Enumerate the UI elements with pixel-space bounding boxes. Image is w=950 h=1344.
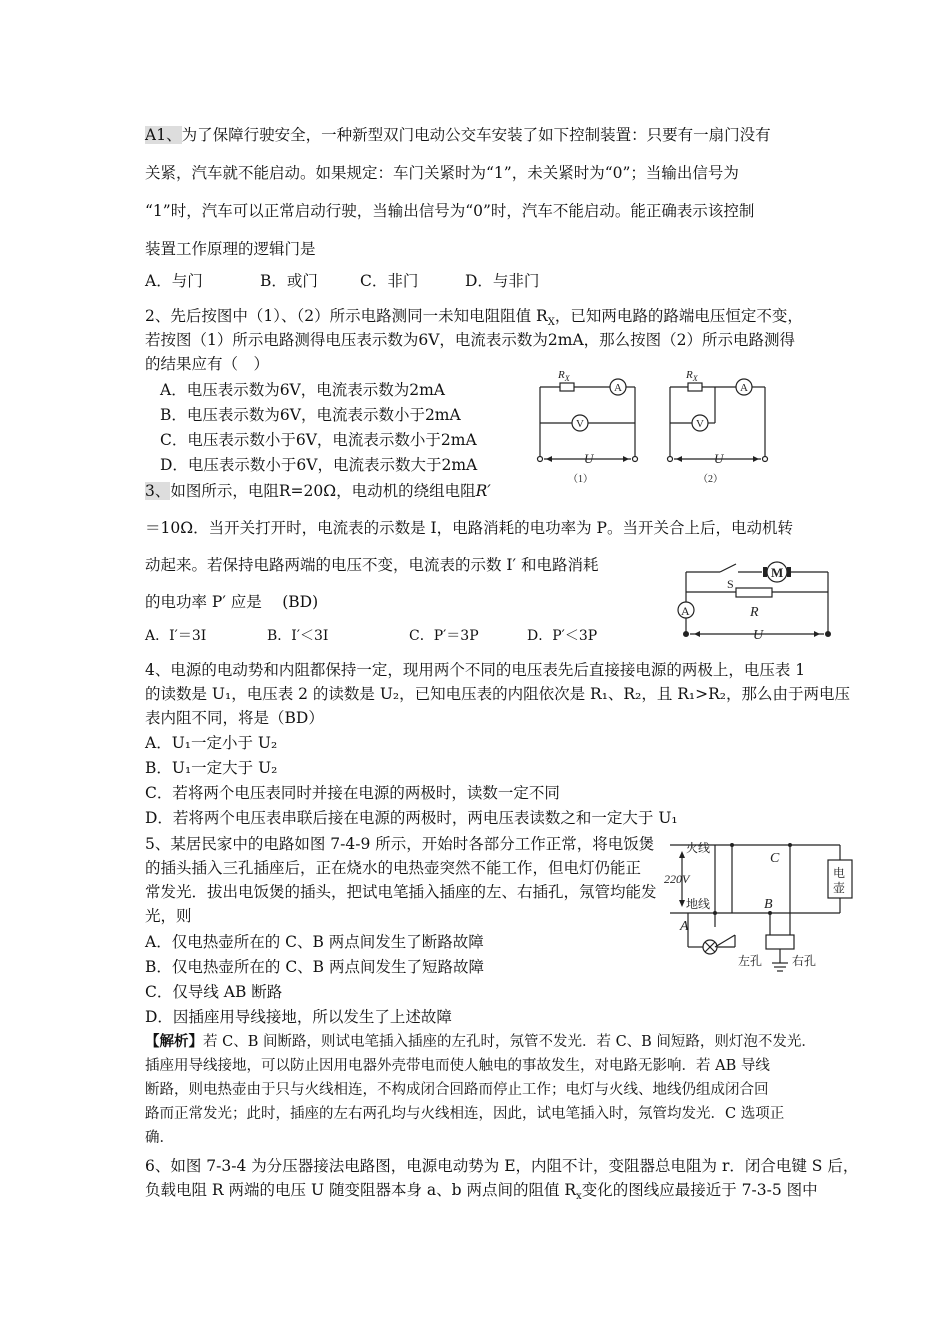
q3-number: 3、 [145,482,171,500]
q2-line-2: 若按图（1）所示电路测得电压表示数为6V，电流表示数为2mA，那么按图（2）所示电路测得 [145,331,796,349]
q2-option-c: C．电压表示数小于6V，电流表示数小于2mA [160,431,477,449]
analysis-line-2: 插座用导线接地，可以防止因用电器外壳带电而使人触电的事故发生，对电路无影响．若 AB 导线 [145,1058,770,1074]
q5-option-d: D．因插座用导线接地，所以发生了上述故障 [145,1008,452,1026]
fig2-caption: （2） [698,474,723,485]
q5-line-4: 光，则 [145,907,192,925]
q1-option-d: D．与非门 [465,272,540,290]
q5-line-1: 5、某居民家中的电路如图 7-4-9 所示，开始时各部分工作正常，将电饭煲 [145,835,655,853]
q3-option-a: A．I′＝3I [145,628,207,644]
q5-fig-b-label: B [764,897,773,912]
q2-rx-sub: X [547,317,555,329]
q1-option-c: C．非门 [360,272,419,290]
q2-text-1b: ，已知两电路的路端电压恒定不变， [554,307,803,325]
q4-option-b: B．U₁一定大于 U₂ [145,759,278,777]
q5-option-c: C．仅导线 AB 断路 [145,983,283,1001]
q5-fig-left-hole-label: 左孔 [738,954,763,968]
svg-text:RX [557,369,571,383]
q1-number: 1、 [156,126,182,144]
q3-fig-ammeter-label: A [681,604,690,618]
q1-line-1 [145,124,771,146]
q1-text-1: 为了保障行驶安全，一种新型双门电动公交车安装了如下控制装置：只要有一扇门没有 [181,126,771,144]
q3-var-r-prime: R′ [475,482,491,500]
q2-text-1a: 2、先后按图中（1）、（2）所示电路测同一未知电阻阻值 R [145,307,548,325]
fig2-ammeter-label: A [740,382,748,394]
fig2-u-label: U [714,451,724,466]
fig2-rx-label: R [686,369,693,381]
fig1-rx-sub: X [564,374,570,383]
q5-fig-ground-label: 地线 [686,897,711,911]
q5-fig-fire-label: 火线 [686,841,711,855]
q4-line-3: 表内阻不同，将是（BD） [145,709,324,727]
q5-option-a: A．仅电热壶所在的 C、B 两点间发生了断路故障 [145,933,484,951]
analysis-line-5: 确． [145,1130,174,1146]
q3-option-b: B．I′＜3I [267,628,329,644]
fig1-voltmeter-label: V [576,418,584,430]
q3-text-1: 如图所示，电阻R=20Ω，电动机的绕组电阻 [170,482,476,500]
analysis-line-3: 断路，则电热壶由于只与火线相连，不构成闭合回路而停止工作；电灯与火线、地线仍组成闭合回 [145,1082,769,1098]
q5-fig-c-label: C [770,851,780,866]
q1-marker: A [145,126,157,144]
q1-options [145,270,539,292]
q5-fig-a-label: A [680,919,689,934]
fig2-rx-sub: X [692,374,698,383]
q6-text-2a: 负载电阻 R 两端的电压 U 随变阻器本身 a、b 两点间的阻值 R [145,1181,577,1199]
q6-line-1: 6、如图 7-3-4 为分压器接法电路图，电源电动势为 E，内阻不计，变阻器总电阻为 r．闭合电键 S 后， [145,1157,859,1175]
q2-line-3: 的结果应有（ ） [145,355,270,373]
q4-option-d: D．若将两个电压表串联后接在电源的两极时，两电压表读数之和一定大于 U₁ [145,809,678,827]
fig1-rx-label: R [558,369,565,381]
q3-circuit-figure [672,560,842,650]
q2-option-d: D．电压表示数小于6V，电流表示数大于2mA [160,456,478,474]
q1-option-a: A．与门 [145,272,203,290]
q3-fig-u-label: U [753,628,764,643]
analysis-line-1 [145,1031,816,1053]
q6-text-2b: 变化的图线应最接近于 7-3-5 图中 [581,1181,818,1199]
q4-line-1: 4、电源的电动势和内阻都保持一定，现用两个不同的电压表先后直接接电源的两极上，电压表 1 [145,661,806,679]
q1-line-2: 关紧，汽车就不能启动。如果规定：车门关紧时为“1”，未关紧时为“0”；当输出信号为 [145,164,739,182]
q5-circuit-figure [660,835,860,990]
analysis-text-1: 若 C、B 间断路，则试电笔插入插座的左孔时，氖管不发光．若 C、B 间短路，则灯泡不发光． [203,1034,816,1050]
q6-line-2 [145,1179,818,1208]
svg-text:RX [685,369,699,383]
q2-option-b: B．电压表示数为6V，电流表示数小于2mA [160,406,461,424]
q1-line-4: 装置工作原理的逻辑门是 [145,240,316,258]
analysis-line-4: 路而正常发光；此时，插座的左右两孔均与火线相连，因此，试电笔插入时，氖管均发光．C 选项正 [145,1106,785,1122]
q4-option-c: C．若将两个电压表同时并接在电源的两极时，读数一定不同 [145,784,560,802]
q3-fig-r-label: R [750,605,759,620]
fig1-u-label: U [584,451,594,466]
analysis-tag: 【解析】 [145,1033,203,1050]
q3-option-c: C．P′＝3P [409,628,479,644]
q4-line-2: 的读数是 U₁，电压表 2 的读数是 U₂，已知电压表的内阻依次是 R₁、R₂，且 R₁>R₂，那么由于两电压 [145,685,851,703]
q1-option-b: B．或门 [260,272,318,290]
q3-options [145,625,597,647]
fig1-ammeter-label: A [614,382,622,394]
q5-fig-voltage-label: 220V [664,872,690,886]
fig2-voltmeter-label: V [696,418,704,430]
q5-line-2: 的插头插入三孔插座后，正在烧水的电热壶突然不能工作，但电灯仍能正 [145,859,642,877]
q1-line-3: “1”时，汽车可以正常启动行驶，当输出信号为“0”时，汽车不能启动。能正确表示该控制 [145,202,755,220]
q6-rx-sub: x [576,1191,582,1203]
q5-line-3: 常发光．拔出电饭煲的插头，把试电笔插入插座的左、右插孔，氖管均能发 [145,883,657,901]
q2-circuit-figures [530,365,780,490]
q2-option-a: A．电压表示数为6V，电流表示数为2mA [160,381,446,399]
fig1-caption: （1） [568,474,593,485]
q4-option-a: A．U₁一定小于 U₂ [145,734,278,752]
q3-fig-motor-label: M [771,565,784,580]
q3-fig-switch-label: S [727,577,734,591]
q3-line-1 [145,480,491,502]
q5-option-b: B．仅电热壶所在的 C、B 两点间发生了短路故障 [145,958,484,976]
q5-fig-right-hole-label: 右孔 [792,954,817,968]
q3-line-4: 的电功率 P′ 应是 (BD) [145,593,319,611]
q3-option-d: D．P′＜3P [527,628,598,644]
q5-fig-kettle-label-1: 电 [833,866,846,880]
q3-line-2: ＝10Ω．当开关打开时，电流表的示数是 I，电路消耗的电功率为 P。当开关合上后，电动机转 [145,519,793,537]
q3-line-3: 动起来。若保持电路两端的电压不变，电流表的示数 I′ 和电路消耗 [145,556,599,574]
q5-fig-kettle-label-2: 壶 [833,881,846,895]
